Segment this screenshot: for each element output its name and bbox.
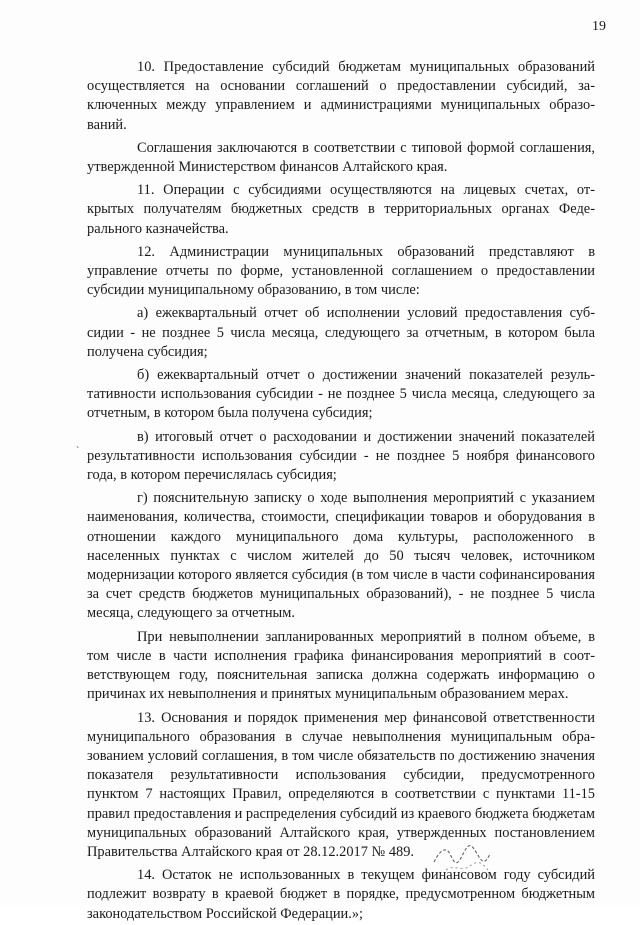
paragraph-11: 11. Операции с субсидиями осуществляются на лицевых счетах, открытых получателям бюджетных средств в территориальных органах Федерального казначейства. [87,182,595,237]
margin-mark: ` [76,446,80,457]
paragraph-nonfulfillment: При невыполнении запланированных мероприятий в полном объеме, в том числе в части исполнения графика финансирования мероприятий в соответствующем году, пояснительная записка должна содержать информацию о причинах их невыполнения и принятых муниципальным образованием мерах. [87,628,595,703]
paragraph-12a: а) ежеквартальный отчет об исполнении условий предоставления субсидии - не позднее 5 числа месяца, следующего за отчетным, в котором была получена субсидия; [87,305,595,360]
paragraph-12b: б) ежеквартальный отчет о достижении значений показателей результативности использования субсидии - не позднее 5 числа месяца, следующего за отчетным, в котором была получена субсидия; [87,367,595,422]
document-body [87,58,595,925]
paragraph-12v: в) итоговый отчет о расходовании и достижении значений показателей результативности использования субсидии - не позднее 5 ноября финансового года, в котором перечислялась субсидия; [87,428,595,484]
paragraph-10: 10. Предоставление субсидий бюджетам муниципальных образований осуществляется на основании соглашений о предоставлении субсидий, заключенных между управлением и администрациями муниципальных образований. [87,59,595,133]
page-number: 19 [592,19,606,34]
signature-scribble [426,832,506,882]
paragraph-12g: г) пояснительную записку о ходе выполнения мероприятий с указанием наименования, количества, стоимости, спецификации товаров и оборудования в отношении каждого муниципального дома культуры, расположенного в населенных пунктах с числом жителей до 50 тысяч человек, источником модернизации которого является субсидия (в том числе в части софинансирования за счет средств бюджетов муниципальных образований), - не позднее 5 числа месяца, следующего за отчетным. [87,490,595,622]
handwritten-signature [426,832,506,882]
paragraph-agreements: Соглашения заключаются в соответствии с типовой формой соглашения, утвержденной Министерством финансов Алтайского края. [87,139,595,176]
paragraph-12: 12. Администрации муниципальных образований представляют в управление отчеты по форме, установленной соглашением о предоставлении субсидии муниципальному образованию, в том числе: [87,243,595,299]
paragraph-14: 14. Остаток не использованных в текущем финансовом году субсидий подлежит возврату в краевой бюджет в порядке, предусмотренном бюджетным законодательством Российской Федерации.»; [87,867,595,922]
paragraph-13: 13. Основания и порядок применения мер финансовой ответственности муниципального образования в случае невыполнения муниципальным образованием условий соглашения, в том числе обязательств по достижению значения показателя результативности использования субсидии, предусмотренного пунктом 7 настоящих Правил, определяются в соответствии с пунктами 11-15 правил предоставления и распределения субсидий из краевого бюджета бюджетам муниципальных образований Алтайского края, утвержденных постановлением Правительства Алтайского края от 28.12.2017 № 489. [87,709,595,860]
